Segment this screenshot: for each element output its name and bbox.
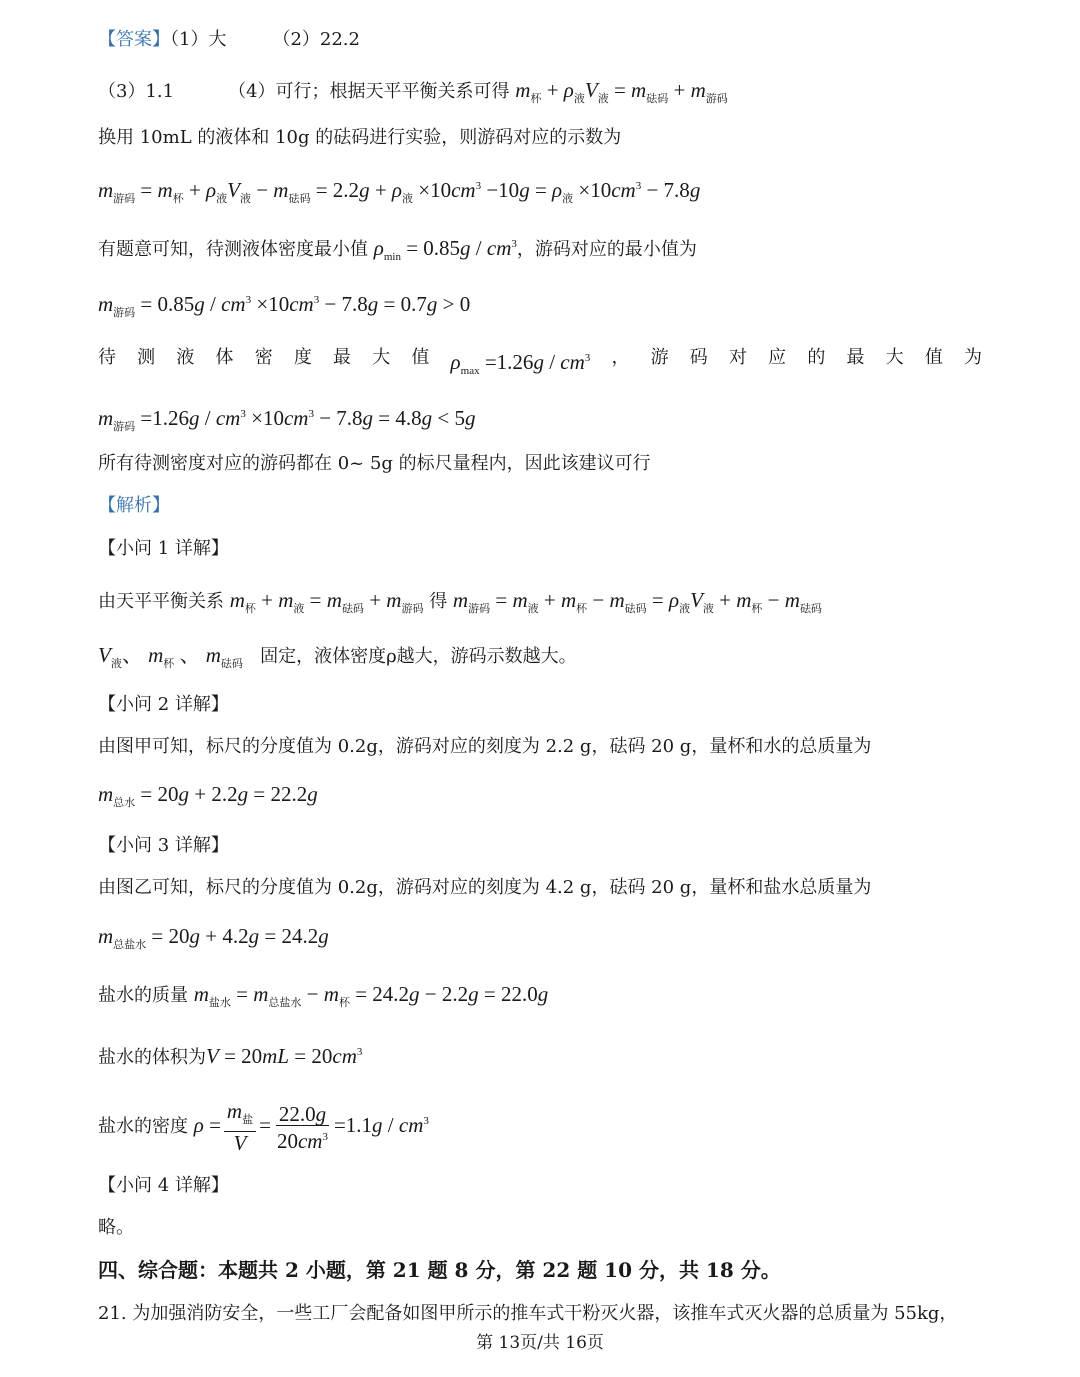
char: 大 xyxy=(372,347,391,368)
min-density-text: 有题意可知，待测液体密度最小值 xyxy=(98,239,368,260)
answer-q2: （2）22.2 xyxy=(272,29,360,50)
s3-den-formula: ρ = $\frac{m_盐}{V}$ = $\frac{22.0g}{20cm^3}$ $=1.1g / cm^3$ xyxy=(193,1099,429,1156)
char: 的 xyxy=(807,347,826,368)
s3-den-label: 盐水的密度 xyxy=(98,1116,188,1137)
answer-line-1 xyxy=(98,28,360,52)
char: 游 xyxy=(650,347,669,368)
char: 码 xyxy=(689,347,708,368)
char: 应 xyxy=(768,347,787,368)
sub-question-1-line-1 xyxy=(98,588,822,621)
answer-q3: （3）1.1 xyxy=(98,81,175,102)
s3-formula-total: $m_{总盐水} = 20g + 4.2g = 24.2g$ xyxy=(98,924,329,951)
analysis-tag: 【解析】 xyxy=(98,495,170,516)
char: 测 xyxy=(137,347,156,368)
char: 密 xyxy=(254,347,273,368)
sub-question-2-title: 【小问 2 详解】 xyxy=(98,694,229,715)
min-rider-text: ，游码对应的最小值为 xyxy=(516,239,697,260)
s2-formula: $m_{总水} = 20g + 2.2g = 22.2g$ xyxy=(98,782,318,809)
answer-q4-text: （4）可行；根据天平平衡关系可得 xyxy=(228,81,510,102)
formula-rider-min: $m_{游码} = 0.85g / cm^3 \times 10cm^3 - 7.8g = 0.7g > 0$ xyxy=(98,292,471,319)
section-4-title: 四、综合题：本题共 2 小题，第 21 题 8 分，第 22 题 10 分，共 18 分。 xyxy=(98,1258,781,1282)
char: 最 xyxy=(333,347,352,368)
sub-question-4-title: 【小问 4 详解】 xyxy=(98,1175,229,1196)
char: 液 xyxy=(176,347,195,368)
char: 为 xyxy=(964,347,982,368)
char: 值 xyxy=(411,347,430,368)
s3-mass-label: 盐水的质量 xyxy=(98,985,188,1006)
char: 大 xyxy=(885,347,904,368)
char: 最 xyxy=(846,347,865,368)
answer-line-2 xyxy=(98,78,728,111)
answer-line-7 xyxy=(98,346,982,383)
s3-density-line xyxy=(98,1096,429,1154)
min-density-formula: $\rho_{min} = 0.85g / cm^3$ xyxy=(373,236,517,263)
formula-rider-general: $m_{游码} = m_杯 + \rho_液V_液 - m_{砝码} = 2.2g + \rho_液 \times 10cm^3 -10g = \rho_液 \times 10cm^3 - 7.8g$ xyxy=(98,178,701,205)
s3-mass-formula: $m_{盐水} = m_{总盐水} - m_杯 = 24.2g - 2.2g = 22.0g$ xyxy=(193,982,549,1009)
answer-line-5 xyxy=(98,232,697,269)
sub-question-4-text: 略。 xyxy=(98,1217,134,1238)
char: 度 xyxy=(293,347,312,368)
question-21: 21. 为加强消防安全，一些工厂会配备如图甲所示的推车式干粉灭火器，该推车式灭火器的总质量为 55kg， xyxy=(98,1303,958,1324)
sub-question-3-title: 【小问 3 详解】 xyxy=(98,835,229,856)
sub-question-1-title: 【小问 1 详解】 xyxy=(98,538,229,559)
s3-mass-line xyxy=(98,982,548,1015)
formula-rider-max: $m_{游码} =1.26g / cm^3 \times 10cm^3 - 7.8g = 4.8g < 5g$ xyxy=(98,406,476,433)
page-footer: 第 13页/共 16页 xyxy=(476,1333,604,1353)
sub-question-2-text: 由图甲可知，标尺的分度值为 0.2g，游码对应的刻度为 2.2 g，砝码 20 g，量杯和水的总质量为 xyxy=(98,736,872,757)
char: ， xyxy=(611,347,630,368)
char: 值 xyxy=(924,347,943,368)
s1-variables: $V_液$、 $m_杯$ 、 $m_{砝码}$ xyxy=(98,643,243,670)
answer-conclusion: 所有待测密度对应的游码都在 0~ 5g 的标尺量程内，因此该建议可行 xyxy=(98,453,651,474)
s1-text: 得 xyxy=(429,591,448,612)
s1-text: 由天平平衡关系 xyxy=(98,591,224,612)
sub-question-3-text: 由图乙可知，标尺的分度值为 0.2g，游码对应的刻度为 4.2 g，砝码 20 g，量杯和盐水总质量为 xyxy=(98,877,872,898)
char: 对 xyxy=(728,347,747,368)
balance-formula: $m_杯 + \rho_液V_液 = m_{砝码} + m_{游码}$ xyxy=(515,78,728,105)
s3-volume-line xyxy=(98,1040,362,1070)
answer-q1: （1）大 xyxy=(170,29,227,50)
answer-tag: 【答案】 xyxy=(98,29,170,50)
max-density-formula: $\rho_{max} =1.26g / cm^3$ xyxy=(450,350,591,377)
s3-vol-formula: $V = 20mL = 20cm^3$ xyxy=(206,1044,363,1068)
answer-line-3: 换用 10mL 的液体和 10g 的砝码进行实验，则游码对应的示数为 xyxy=(98,127,622,148)
char: 体 xyxy=(215,347,234,368)
sub-question-1-line-2 xyxy=(98,643,577,676)
char: 待 xyxy=(98,347,116,368)
s3-vol-label: 盐水的体积为 xyxy=(98,1047,206,1068)
s1-text: 固定，液体密度ρ越大，游码示数越大。 xyxy=(260,646,577,667)
s1-formula-1: $m_杯 + m_液 = m_{砝码} + m_{游码}$ xyxy=(229,588,424,615)
s1-formula-2: $m_{游码} = m_液 + m_杯 - m_{砝码} = \rho_液V_液 + m_杯 - m_{砝码}$ xyxy=(452,588,822,615)
